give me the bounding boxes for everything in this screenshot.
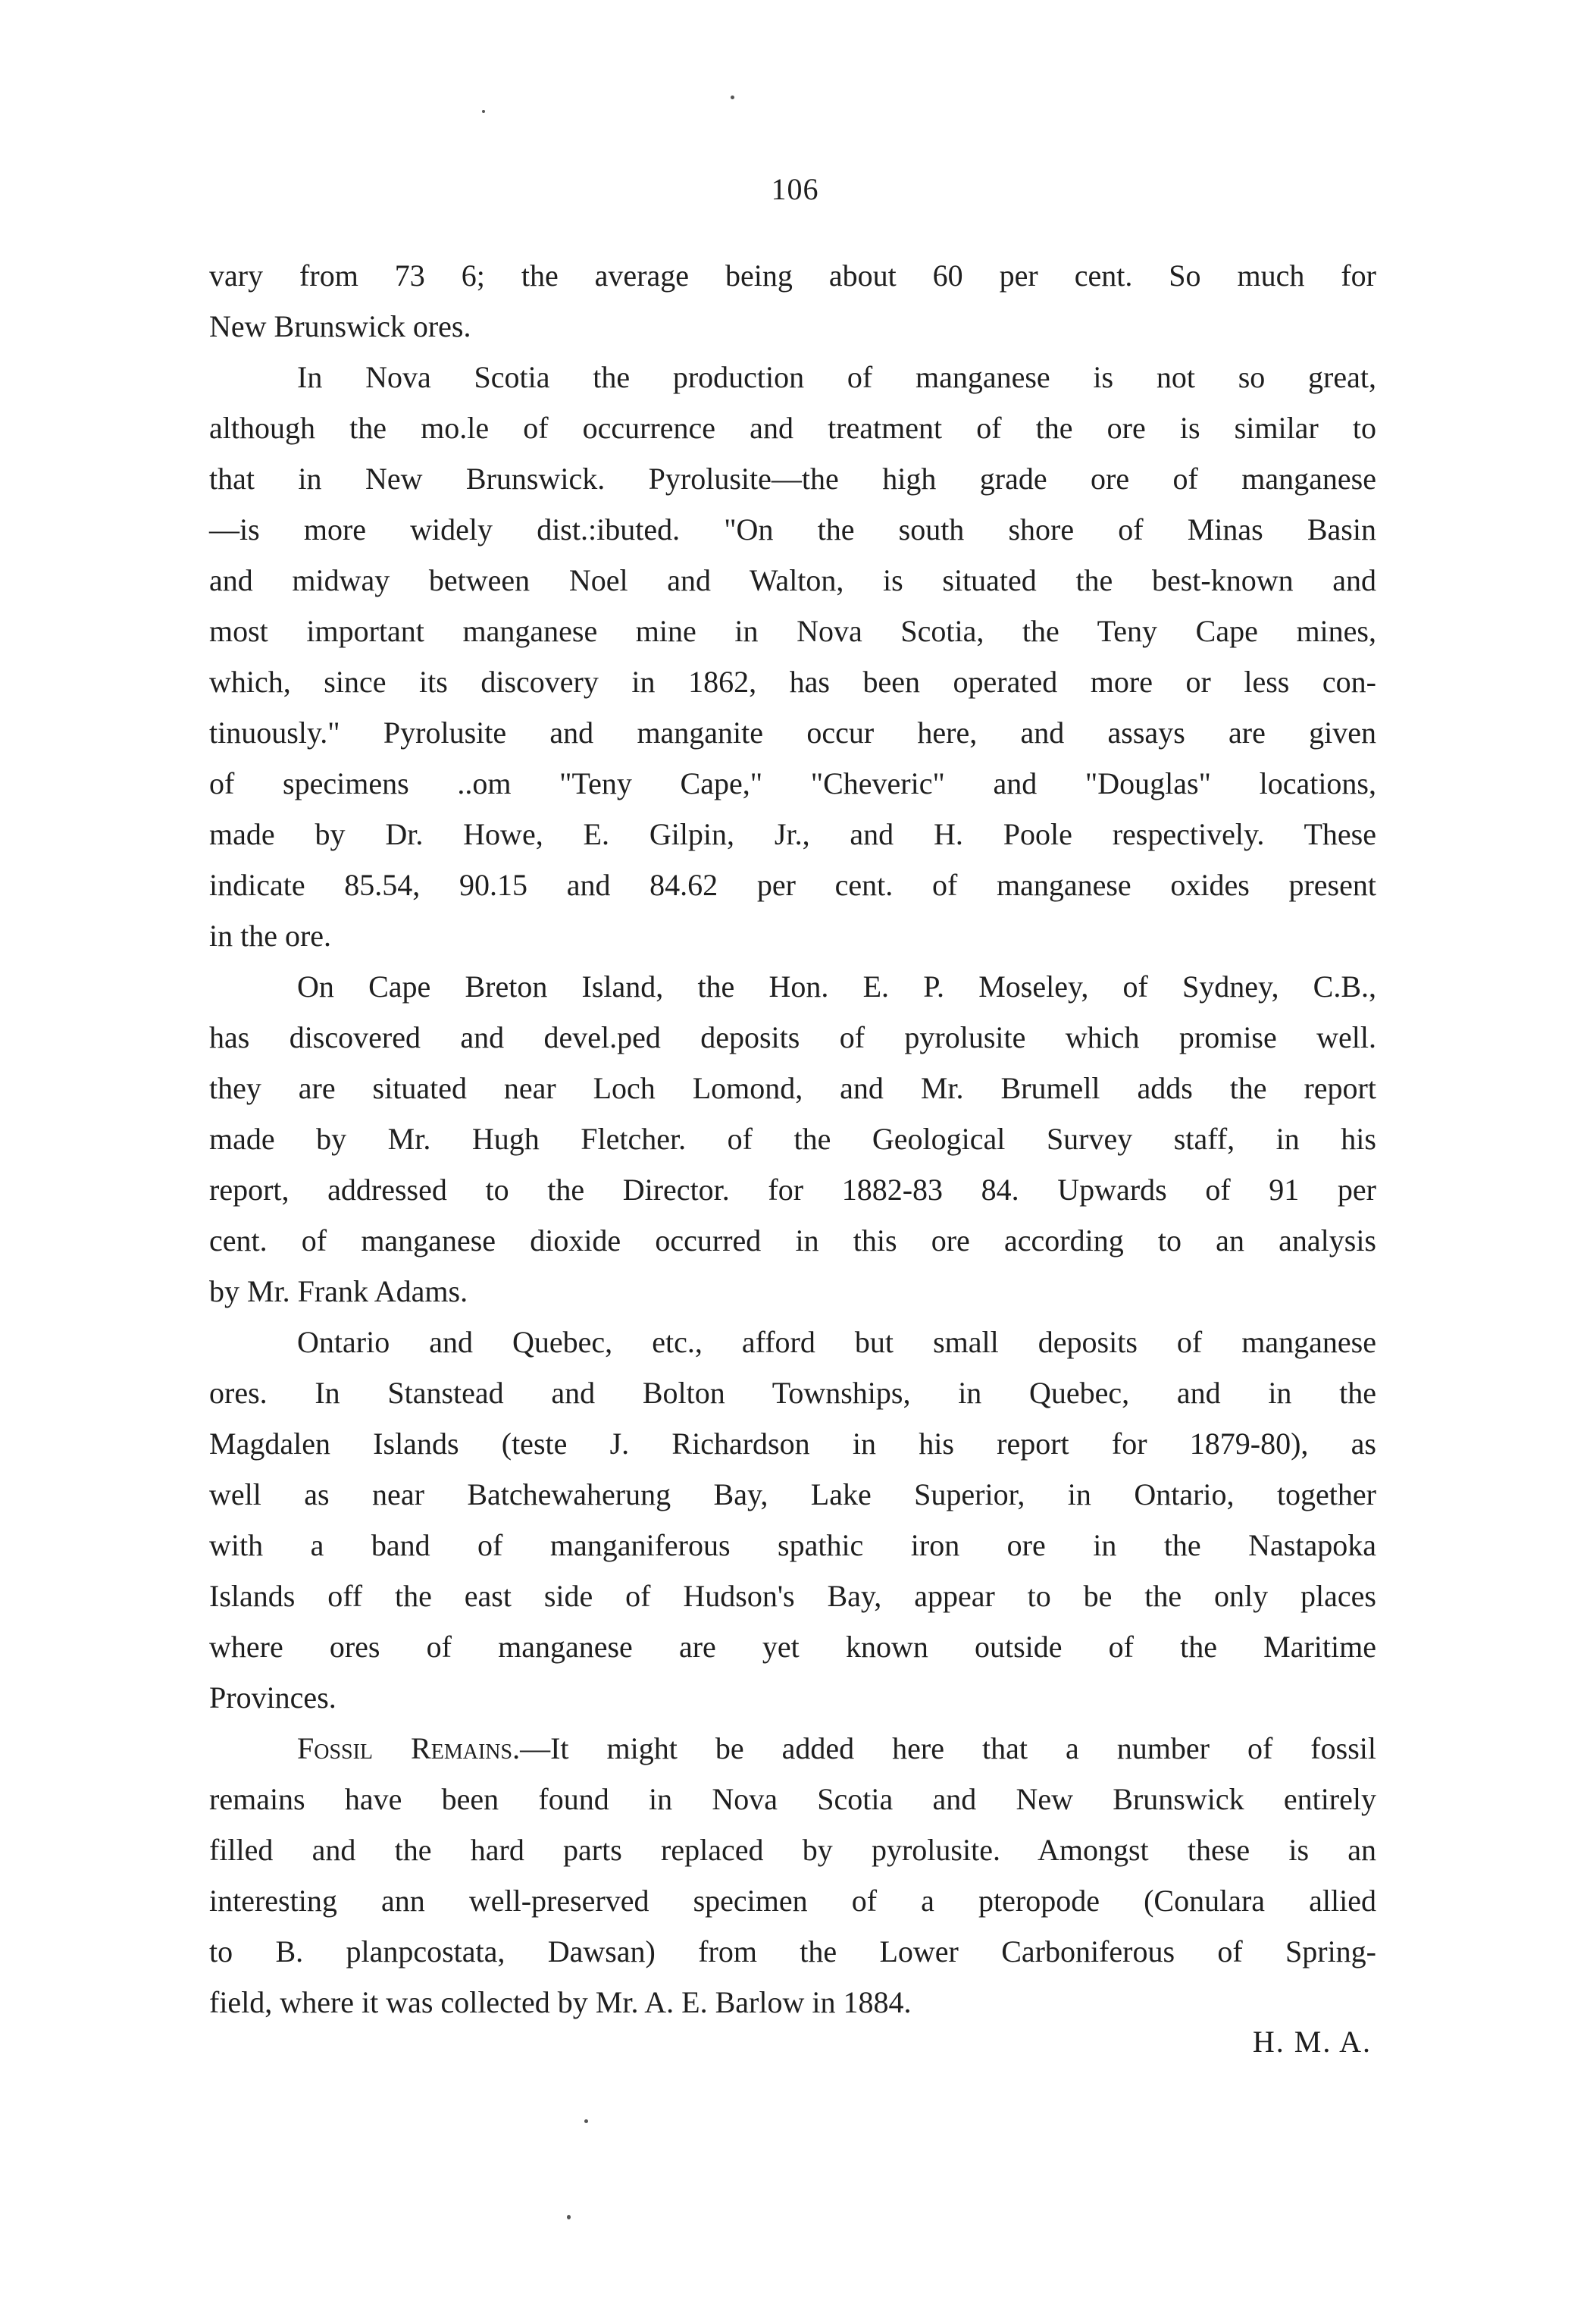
text-line: with a band of manganiferous spathic iron ore in the Nastapoka bbox=[209, 1528, 1376, 1562]
text-line: cent. of manganese dioxide occurred in this ore according to an analysis bbox=[209, 1223, 1376, 1258]
text-line: by Mr. Frank Adams. bbox=[209, 1274, 468, 1308]
text-line: New Brunswick ores. bbox=[209, 309, 471, 343]
text-line: tinuously." Pyrolusite and manganite occur here, and assays are given bbox=[209, 716, 1376, 750]
ink-speck-bottom-lower bbox=[567, 2215, 571, 2219]
text-line: Magdalen Islands (teste J. Richardson in his report for 1879-80), as bbox=[209, 1427, 1376, 1461]
text-line: On Cape Breton Island, the Hon. E. P. Moseley, of Sydney, C.B., bbox=[297, 969, 1376, 1004]
text-line: made by Dr. Howe, E. Gilpin, Jr., and H. Poole respectively. These bbox=[209, 817, 1376, 851]
section-heading: Fossil Remains. bbox=[297, 1731, 521, 1765]
text-line: which, since its discovery in 1862, has been operated more or less con- bbox=[209, 665, 1376, 699]
text-line: most important manganese mine in Nova Scotia, the Teny Cape mines, bbox=[209, 614, 1376, 648]
text-line: Fossil Remains.—It might be added here that a number of fossil bbox=[297, 1731, 1376, 1765]
text-line: interesting ann well-preserved specimen of a pteropode (Conulara allied bbox=[209, 1884, 1376, 1918]
text-line: indicate 85.54, 90.15 and 84.62 per cent. of manganese oxides present bbox=[209, 868, 1376, 902]
ink-speck-top-right bbox=[482, 110, 485, 113]
text-line: to B. planpcostata, Dawsan) from the Lower Carboniferous of Spring- bbox=[209, 1934, 1376, 1969]
text-line: Islands off the east side of Hudson's Bay, appear to be the only places bbox=[209, 1579, 1376, 1613]
text-line: made by Mr. Hugh Fletcher. of the Geological Survey staff, in his bbox=[209, 1122, 1376, 1156]
text-line: in the ore. bbox=[209, 919, 332, 953]
page-number: 106 bbox=[771, 172, 819, 206]
text-line: and midway between Noel and Walton, is situated the best-known and bbox=[209, 563, 1376, 597]
text-line: Provinces. bbox=[209, 1680, 336, 1715]
text-line: ores. In Stanstead and Bolton Townships, in Quebec, and in the bbox=[209, 1376, 1376, 1410]
text-line: —is more widely dist.:ibuted. "On the south shore of Minas Basin bbox=[209, 512, 1376, 547]
text-line: that in New Brunswick. Pyrolusite—the high grade ore of manganese bbox=[209, 462, 1376, 496]
text-line: well as near Batchewaherung Bay, Lake Superior, in Ontario, together bbox=[209, 1477, 1376, 1511]
text-line: has discovered and devel.ped deposits of pyrolusite which promise well. bbox=[209, 1020, 1376, 1054]
text-line: vary from 73 6; the average being about 60 per cent. So much for bbox=[209, 258, 1376, 293]
author-initials: H. M. A. bbox=[1252, 2025, 1372, 2059]
text-line: report, addressed to the Director. for 1882-83 84. Upwards of 91 per bbox=[209, 1173, 1376, 1207]
text-line: filled and the hard parts replaced by pyrolusite. Amongst these is an bbox=[209, 1833, 1376, 1867]
text-line: of specimens ..om "Teny Cape," "Cheveric" and "Douglas" locations, bbox=[209, 766, 1376, 800]
text-line: Ontario and Quebec, etc., afford but small deposits of manganese bbox=[297, 1325, 1376, 1359]
text-line: they are situated near Loch Lomond, and Mr. Brumell adds the report bbox=[209, 1071, 1376, 1105]
ink-speck-bottom bbox=[584, 2119, 588, 2123]
article-body bbox=[209, 250, 1376, 2028]
text-line: In Nova Scotia the production of manganese is not so great, bbox=[297, 360, 1376, 394]
text-line: where ores of manganese are yet known outside of the Maritime bbox=[209, 1630, 1376, 1664]
ink-speck-top bbox=[731, 96, 734, 99]
text-line: field, where it was collected by Mr. A. E. Barlow in 1884. bbox=[209, 1985, 912, 2019]
text-line: although the mo.le of occurrence and treatment of the ore is similar to bbox=[209, 411, 1376, 445]
text-line: remains have been found in Nova Scotia and New Brunswick entirely bbox=[209, 1782, 1376, 1816]
